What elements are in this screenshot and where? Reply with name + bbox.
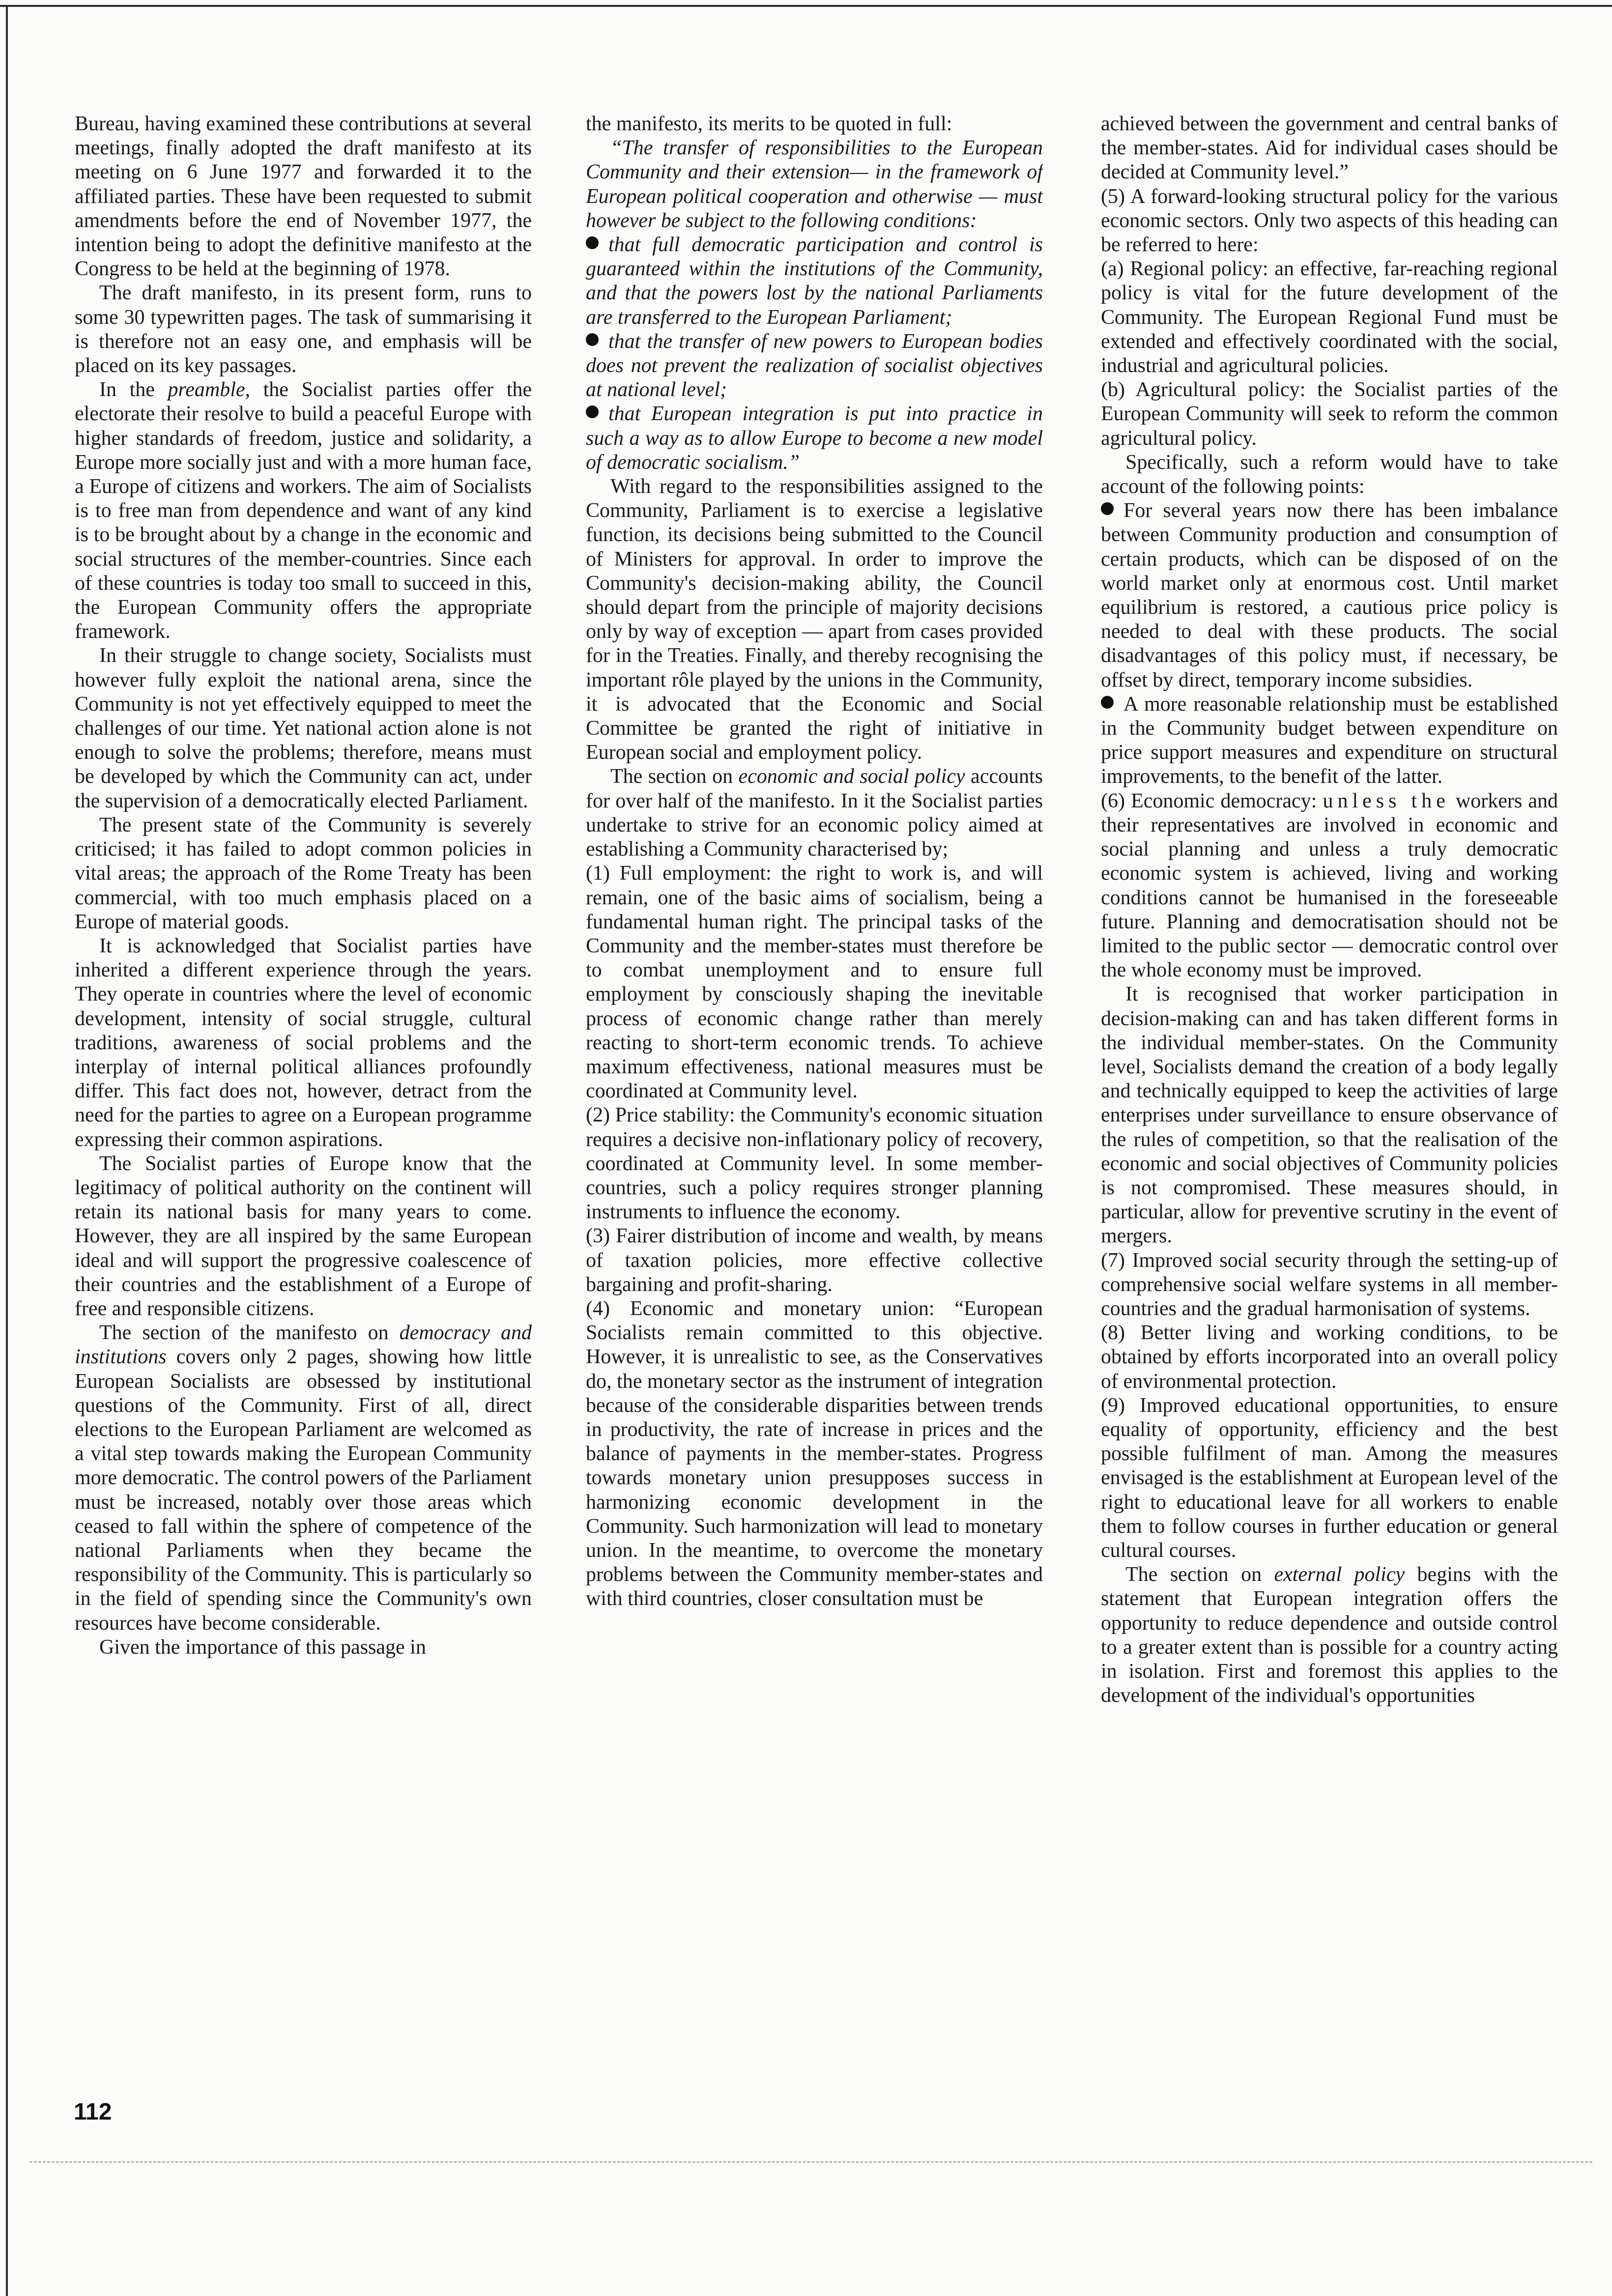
quote-text: that the transfer of new powers to European bodies does not prevent the realization of socialist objectives at national level; (586, 330, 1043, 402)
list-paragraph: (7) Improved social security through the setting-up of comprehensive social welfare systems in all member-countries and the gradual harmonisation of systems. (1101, 1249, 1558, 1320)
text-run: workers and their representatives are involved in economic and social planning and unless a truly democratic economic system is achieved, living and working conditions cannot be humanised in the foreseeable future. Planning and democratisation should not be limited to the public sector — democratic control over the whole economy must be improved. (1101, 789, 1558, 982)
text-column-2 (586, 112, 1043, 2043)
list-paragraph: (8) Better living and working conditions, to be obtained by efforts incorporated into an overall policy of environmental protection. (1101, 1321, 1558, 1393)
left-border-rule (6, 5, 8, 2296)
italic-term: external policy (1274, 1563, 1405, 1586)
text-run: (6) Economic democracy: (1101, 789, 1323, 812)
paragraph: Given the importance of this passage in (99, 1636, 426, 1659)
paragraph (75, 1321, 532, 1636)
paragraph: The Socialist parties of Europe know that the legitimacy of political authority on the continent will retain its national basis for many years to come. However, they are all inspired by the same European ideal and will support the progressive coalescence of their countries and the establishment of a Europe of free and responsible citizens. (75, 1152, 532, 1320)
italic-term: economic and social policy (738, 765, 965, 788)
bullet-item (1101, 499, 1558, 692)
bullet-icon (586, 333, 599, 346)
italic-term: democracy and institutions (75, 1321, 532, 1369)
quote-bullet-item (586, 330, 1043, 402)
quote-paragraph: “The transfer of responsibilities to the European Community and their extension— in the framework of European political cooperation and otherwise — must however be subject to the following conditions: (586, 137, 1043, 232)
text-run: The section on (610, 765, 739, 788)
bullet-text: For several years now there has been imbalance between Community production and consumption of certain products, which can be disposed of on the world market only at enormous cost. Until market equilibrium is restored, a cautious price policy is needed to deal with these products. The social disadvantages of this policy must, if necessary, be offset by direct, temporary income subsidies. (1101, 499, 1558, 691)
paragraph: In their struggle to change society, Socialists must however fully exploit the national arena, since the Community is not yet effectively equipped to meet the challenges of our time. Yet national action alone is not enough to solve the problems; therefore, means must be developed by which the Community can act, under the supervision of a democratically elected Parliament. (75, 644, 532, 812)
quote-text: that full democratic participation and control is guaranteed within the institutions of the Community, and that the powers lost by the national Parliaments are transferred to the European Parliament; (586, 233, 1043, 329)
text-run: accounts for over half of the manifesto. In it the Socialist parties undertake to strive for an economic policy aimed at establishing a Community characterised by; (586, 765, 1043, 861)
italic-term: preamble, (168, 378, 251, 402)
paragraph: The draft manifesto, in its present form, runs to some 30 typewritten pages. The task of summarising it is therefore not an easy one, and emphasis will be placed on its key passages. (75, 282, 532, 377)
list-paragraph: (3) Fairer distribution of income and wealth, by means of taxation policies, more effective collective bargaining and profit-sharing. (586, 1225, 1043, 1296)
paragraph: the manifesto, its merits to be quoted in full: (586, 113, 952, 135)
top-border-rule (0, 5, 1612, 7)
text-run: begins with the statement that European integration offers the opportunity to reduce dependence and outside control to a greater extent than is possible for a country acting in isolation. First and foremost this applies to the development of the individual's opportunities (1101, 1563, 1558, 1707)
bullet-icon (586, 236, 599, 249)
list-paragraph: (a) Regional policy: an effective, far-reaching regional policy is vital for the future development of the Community. The European Regional Fund must be extended and effectively coordinated with the social, industrial and agricultural policies. (1101, 258, 1558, 377)
paragraph: The present state of the Community is severely criticised; it has failed to adopt common policies in vital areas; the approach of the Rome Treaty has been commercial, with too much emphasis placed on a Europe of material goods. (75, 813, 532, 933)
bullet-icon (1101, 502, 1114, 515)
paragraph: With regard to the responsibilities assigned to the Community, Parliament is to exercise a legislative function, its decisions being submitted to the Council of Ministers for approval. In order to improve the Community's decision-making ability, the Council should depart from the principle of majority decisions only by way of exception — apart from cases provided for in the Treaties. Finally, and thereby recognising the important rôle played by the unions in the Community, it is advocated that the Economic and Social Committee be granted the right of initiative in European social and employment policy. (586, 475, 1043, 764)
paragraph: achieved between the government and central banks of the member-states. Aid for individual cases should be decided at Community level.” (1101, 113, 1558, 184)
paragraph (75, 378, 532, 644)
quote-text: that European integration is put into practice in such a way as to allow Europe to become a new model of democratic socialism.” (586, 402, 1043, 474)
text-column-3 (1101, 112, 1558, 2043)
list-paragraph: (4) Economic and monetary union: “European Socialists remain committed to this objective. However, it is unrealistic to see, as the Conservatives do, the monetary sector as the instrument of integration because of the considerable disparities between trends in productivity, the rate of increase in prices and the balance of payments in the member-states. Progress towards monetary union presupposes success in harmonizing economic development in the Community. Such harmonization will lead to monetary union. In the meantime, to overcome the monetary problems between the Community member-states and with third countries, closer consultation must be (586, 1297, 1043, 1610)
text-column-1 (75, 112, 532, 2043)
bullet-item (1101, 692, 1558, 789)
paragraph: Specifically, such a reform would have to take account of the following points: (1101, 451, 1558, 498)
quote-bullet-item (586, 233, 1043, 330)
text-run: The section of the manifesto on (99, 1321, 400, 1345)
list-paragraph: (b) Agricultural policy: the Socialist parties of the European Community will seek to reform the common agricultural policy. (1101, 378, 1558, 450)
paragraph: Bureau, having examined these contributions at several meetings, finally adopted the draft manifesto at its meeting on 6 June 1977 and forwarded it to the affiliated parties. These have been requested to submit amendments before the end of November 1977, the intention being to adopt the definitive manifesto at the Congress to be held at the beginning of 1978. (75, 113, 532, 281)
quote-bullet-item (586, 402, 1043, 475)
paragraph: It is recognised that worker participation in decision-making can and has taken different forms in the individual member-states. On the Community level, Socialists demand the creation of a body legally and technically equipped to keep the activities of large enterprises under surveillance to ensure observance of the rules of competition, so that the realisation of the economic and social objectives of Community policies is not compromised. These measures should, in particular, allow for preventive scrutiny in the event of mergers. (1101, 983, 1558, 1248)
spaced-text: unless the (1323, 789, 1450, 812)
paragraph (1101, 1563, 1558, 1708)
bullet-text: A more reasonable relationship must be established in the Community budget between expenditure on price support measures and expenditure on structural improvements, to the benefit of the latter. (1101, 692, 1558, 788)
text-run: In the (99, 378, 168, 402)
list-paragraph: (5) A forward-looking structural policy for the various economic sectors. Only two aspects of this heading can be referred to here: (1101, 185, 1558, 257)
list-paragraph: (9) Improved educational opportunities, to ensure equality of opportunity, efficiency and the best possible fulfilment of man. Among the measures envisaged is the establishment at European level of the right to educational leave for all workers to enable them to follow courses in further education or general cultural courses. (1101, 1394, 1558, 1562)
text-run: the Socialist parties offer the electorate their resolve to build a peaceful Europe with higher standards of freedom, justice and solidarity, a Europe more socially just and with a more human face, a Europe of citizens and workers. The aim of Socialists is to free man from dependence and want of any kind is to be brought about by a change in the economic and social structures of the member-countries. Since each of these countries is today too small to succeed in this, the European Community offers the appropriate framework. (75, 378, 532, 643)
paragraph: It is acknowledged that Socialist parties have inherited a different experience through the years. They operate in countries where the level of economic development, intensity of social struggle, cultural traditions, awareness of social problems and the interplay of internal political alliances profoundly differ. This fact does not, however, detract from the need for the parties to agree on a European programme expressing their common aspirations. (75, 934, 532, 1151)
list-paragraph (1101, 789, 1558, 983)
list-paragraph: (1) Full employment: the right to work is, and will remain, one of the basic aims of socialism, being a fundamental human right. The principal tasks of the Community and the member-states must therefore be to combat unemployment and to ensure full employment by consciously shaping the inevitable process of economic change rather than merely reacting to short-term economic trends. To achieve maximum effectiveness, national measures must be coordinated at Community level. (586, 862, 1043, 1103)
text-run: The section on (1125, 1563, 1274, 1586)
bottom-dashed-rule (29, 2161, 1592, 2163)
text-run: covers only 2 pages, showing how little European Socialists are obsessed by institutional questions of the Community. First of all, direct elections to the European Parliament are welcomed as a vital step towards making the European Community more democratic. The control powers of the Parliament must be increased, notably over those areas which ceased to fall within the sphere of competence of the national Parliaments when they became the responsibility of the Community. This is particularly so in the field of spending since the Community's own resources have become considerable. (75, 1346, 532, 1635)
paragraph (586, 765, 1043, 861)
bullet-icon (586, 405, 599, 418)
bullet-icon (1101, 696, 1114, 709)
list-paragraph: (2) Price stability: the Community's economic situation requires a decisive non-inflationary policy of recovery, coordinated at Community level. In some member-countries, such a policy requires stronger planning instruments to influence the economy. (586, 1104, 1043, 1224)
page-number: 112 (74, 2099, 112, 2125)
